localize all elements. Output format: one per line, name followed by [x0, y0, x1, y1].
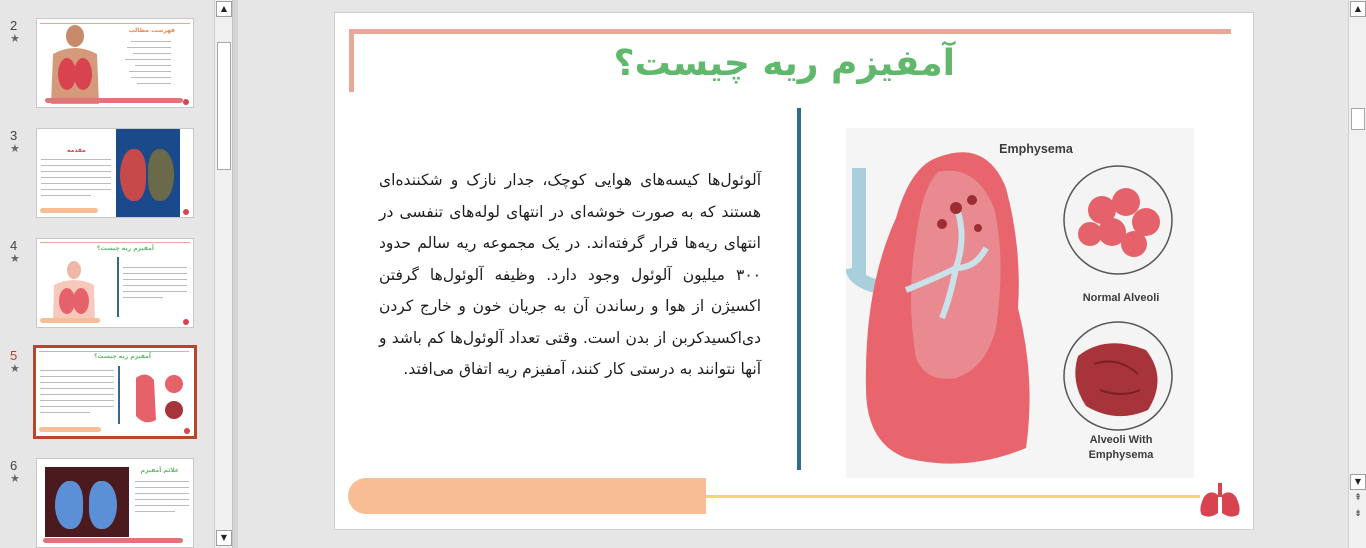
animation-star-icon: ★ [10, 472, 20, 485]
slide-preview[interactable] [36, 18, 194, 108]
slide-number: 2 [10, 18, 18, 33]
animation-star-icon: ★ [10, 362, 20, 375]
lungs-anatomy-image [45, 467, 129, 537]
thumbnail-title: فهرست مطالب [128, 27, 175, 34]
slide-preview[interactable] [36, 238, 194, 328]
illustration-label: Emphysema [999, 142, 1073, 156]
thumbnail-slide-4[interactable] [0, 238, 212, 334]
human-lungs-icon [49, 261, 99, 323]
thumbnail-slide-2[interactable] [0, 18, 212, 114]
vertical-divider [797, 108, 801, 470]
emphysema-illustration[interactable] [846, 128, 1194, 478]
illustration-label: Emphysema [1088, 449, 1154, 461]
pane-splitter[interactable] [232, 0, 238, 548]
thumbnail-slide-3[interactable] [0, 128, 212, 224]
lung-logo-icon [183, 209, 189, 215]
footer-accent-pill [348, 478, 706, 514]
lung-logo-icon [1198, 481, 1242, 519]
slide-body-text[interactable]: آلوئول‌ها کیسه‌های هوایی کوچک، جدار نازک و شکننده‌ای هستند که به صورت خوشه‌ای در انتهای لوله‌های تنفسی در انتهای ریه‌ها قرار گرفته‌اند. در یک مجموعه ریه سالم حدود ۳۰۰ میلیون آلوئول وجود دارد. وظیفه آلوئول‌ها گرفتن اکسیژن از هوا و رساندن آن به جریان خون و خارج کردن دی‌اکسیدکربن از بدن است. وقتی تعداد آلوئول‌ها کم باشد و آنها نتوانند به درستی کار کنند، آمفیزم ریه اتفاق می‌افتد. [379, 171, 761, 378]
title-accent-bar-vertical [349, 29, 354, 92]
lungs-xray-image [116, 129, 180, 218]
footer-accent-line [706, 495, 1200, 498]
thumbnail-slide-5[interactable] [0, 348, 212, 444]
scroll-up-button[interactable]: ▲ [1350, 1, 1366, 17]
slide-thumbnail-pane [0, 0, 234, 548]
slide-number: 3 [10, 128, 18, 143]
scroll-down-button[interactable]: ▼ [1350, 474, 1366, 490]
scroll-up-button[interactable]: ▲ [216, 1, 232, 17]
previous-slide-icon[interactable]: ⇞ [1354, 493, 1362, 503]
next-slide-icon[interactable]: ⇟ [1354, 509, 1362, 519]
slide-preview[interactable] [36, 458, 194, 548]
slide-preview-selected[interactable] [33, 345, 197, 439]
lung-logo-icon [183, 319, 189, 325]
slide-number: 4 [10, 238, 18, 253]
scrollbar-thumb[interactable] [217, 42, 231, 170]
animation-star-icon: ★ [10, 32, 20, 45]
thumbnail-title: آمفیزم ریه چیست؟ [94, 353, 151, 360]
scrollbar-thumb[interactable] [1351, 108, 1365, 130]
slide-scrollbar[interactable] [1348, 0, 1366, 548]
slide-canvas[interactable] [334, 12, 1254, 530]
scroll-down-button[interactable]: ▼ [216, 530, 232, 546]
thumbnail-title: آمفیزم ریه چیست؟ [97, 245, 154, 252]
slide-title[interactable]: آمفیزم ریه چیست؟ [613, 43, 955, 84]
slide-number: 6 [10, 458, 18, 473]
lung-diagram-mini [128, 368, 188, 426]
title-accent-bar [349, 29, 1231, 34]
human-torso-icon [47, 24, 103, 104]
animation-star-icon: ★ [10, 142, 20, 155]
slide-number: 5 [10, 348, 18, 363]
thumbnail-title: علائم آمفیزم [140, 467, 179, 474]
lung-logo-icon [183, 99, 189, 105]
illustration-label: Normal Alveoli [1082, 292, 1160, 304]
lung-logo-icon [184, 428, 190, 434]
animation-star-icon: ★ [10, 252, 20, 265]
illustration-label: Alveoli With [1089, 434, 1153, 446]
thumbnail-slide-6[interactable] [0, 458, 212, 548]
slide-preview[interactable] [36, 128, 194, 218]
thumbnail-title: مقدمه [67, 147, 86, 154]
thumbnail-scrollbar[interactable] [214, 0, 232, 548]
